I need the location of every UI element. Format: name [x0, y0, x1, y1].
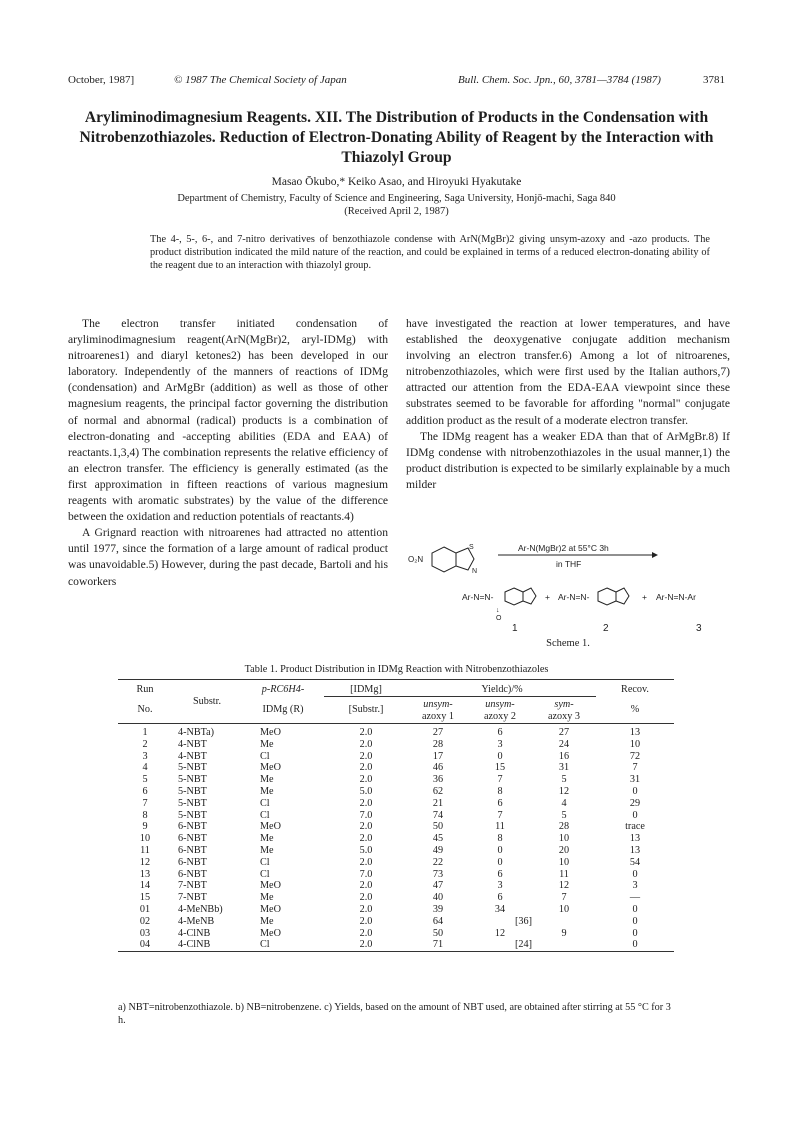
cell-yield-2: 3: [497, 738, 503, 750]
body-paragraph: The IDMg reagent has a weaker EDA than that of ArMgBr.8) If IDMg condense with nitrobenzothiazoles in the usual manner,1) the product distribution is expected to be similarly explainable by a much milder: [406, 429, 730, 491]
cell-ratio: 5.0: [359, 785, 373, 797]
product-2-structure: [598, 588, 629, 605]
cell-run-no: 7: [142, 797, 148, 809]
cell-yield-3: 10: [558, 833, 570, 845]
body-paragraph: have investigated the reaction at lower temperatures, and have established the deoxygenative conjugate addition mechanism involving an electron transfer.6) Among a lot of nitroarenes, nitrobenzothiazoles, which were first used by the Italian authors,7) attracted our attention from the EDA-EAA viewpoint since these substrates seemed to be favorable for affording "normal" conjugate addition product as the result of a moderate electron transfer.: [406, 317, 730, 427]
cell-yield-1: 21: [432, 797, 444, 809]
header-yield-3: [532, 697, 596, 724]
header-yield: Yieldc)/%: [408, 680, 596, 697]
header-yield-2-line2: azoxy 2: [484, 711, 516, 722]
header-recovery: Recov.: [621, 684, 649, 696]
svg-text:+: +: [545, 592, 550, 602]
cell-reagent-r: Cl: [260, 939, 270, 951]
cell-ratio: 5.0: [359, 844, 373, 856]
table-row: [118, 939, 674, 951]
cell-yield-2: 3: [497, 880, 503, 892]
cell-ratio: 7.0: [359, 868, 373, 880]
reaction-conditions: Ar-N(MgBr)2 at 55°C 3h: [518, 543, 609, 553]
header-ratio: [IDMg]: [350, 684, 382, 695]
received-date: (Received April 2, 1987): [344, 206, 449, 217]
table-row: [118, 762, 674, 774]
cell-yield-2: [24]: [515, 939, 532, 951]
table-row: [118, 727, 674, 739]
cell-yield-2: 12: [494, 927, 506, 939]
cell-ratio: 2.0: [359, 797, 373, 809]
header-yield-3-line2: azoxy 3: [548, 711, 580, 722]
reaction-solvent: in THF: [556, 559, 582, 569]
cell-recovery: trace: [625, 821, 645, 833]
cell-substrate: 6-NBT: [178, 821, 207, 833]
cell-ratio: 2.0: [359, 750, 373, 762]
scheme-drawing: [406, 537, 730, 637]
cell-reagent-r: Cl: [260, 750, 270, 762]
running-header-journal: Bull. Chem. Soc. Jpn., 60, 3781—3784 (1987): [458, 74, 661, 86]
cell-yield-3: 27: [558, 727, 570, 738]
table-row: [118, 774, 674, 786]
cell-substrate: 6-NBT: [178, 856, 207, 868]
table-row: [118, 904, 674, 916]
cell-substrate: 4-ClNB: [178, 939, 211, 951]
cell-substrate: 5-NBT: [178, 809, 207, 821]
cell-ratio: 2.0: [359, 762, 373, 774]
cell-ratio: 2.0: [359, 738, 373, 750]
cell-yield-1: 22: [432, 856, 444, 868]
header-reagent: p-RC6H4-: [261, 684, 305, 696]
cell-yield-1: 50: [432, 927, 444, 939]
body-paragraph: The electron transfer initiated condensation of aryliminodimagnesium reagent(ArN(MgBr)2, aryl-IDMg) with nitroarenes1) and diaryl ketones2) has been developed in our laboratory. Independently of the manners of reactions of IDMg (condensation) and ArMgBr (addition) as well as those of other magnesium reagents, the principal factor governing the distribution of normal and abnormal (radical) products is a combination of electron-donating and -accepting abilities (EDA and EAA) of reactants.1,3,4) The combination represents the relative efficiency of an electron transfer. The efficiency is generally estimated (as the first approximation in fifteen reactions of various magnesium reagents with aromatic substrates) by the value of the difference between the oxidation and reduction potentials of reactants.4): [68, 317, 388, 524]
svg-text:Ar-N=N-Ar: Ar-N=N-Ar: [656, 592, 696, 602]
table-footnote: a) NBT=nitrobenzothiazole. b) NB=nitrobenzene. c) Yields, based on the amount of NBT used, are obtained after stirring at 55 °C for 3 h.: [118, 1002, 671, 1026]
cell-run-no: 1: [142, 727, 148, 738]
affiliation: Department of Chemistry, Faculty of Science and Engineering, Saga University, Honjō-machi, Saga 840: [177, 193, 616, 204]
cell-ratio: 2.0: [359, 927, 373, 939]
header-yield-3-line1: sym-: [554, 699, 574, 710]
cell-substrate: 6-NBT: [178, 844, 207, 856]
cell-yield-2: 6: [497, 797, 503, 809]
affiliation-block: [70, 192, 723, 218]
cell-yield-1: 64: [432, 915, 444, 927]
cell-yield-3: 16: [558, 750, 570, 762]
compound-number: 3: [696, 623, 702, 634]
product-distribution-table: [118, 679, 674, 952]
cell-substrate: 4-NBTa): [178, 727, 215, 738]
cell-reagent-r: MeO: [260, 880, 281, 892]
table-body: [118, 727, 674, 952]
cell-run-no: 3: [142, 750, 148, 762]
cell-yield-1: 74: [432, 809, 444, 821]
abstract: The 4-, 5-, 6-, and 7-nitro derivatives of benzothiazole condense with ArN(MgBr)2 giving unsym-azoxy and -azo products. The product distribution indicated the mild nature of the reaction, and could be explained in terms of a reduced electron-donating ability of the reagent due to an interaction with thiazolyl group.: [150, 234, 710, 271]
cell-yield-1: 46: [432, 762, 444, 774]
page-number: 3781: [703, 74, 725, 86]
cell-yield-3: 20: [558, 844, 570, 856]
cell-substrate: 7-NBT: [178, 880, 207, 892]
table-row: [118, 739, 674, 751]
cell-recovery: 7: [632, 762, 638, 774]
cell-run-no: 01: [139, 903, 151, 915]
svg-text:S: S: [469, 544, 474, 551]
cell-yield-2: 0: [497, 750, 503, 762]
author-list: Masao Ōkubo,* Keiko Asao, and Hiroyuki Hyakutake: [271, 176, 522, 188]
cell-recovery: 31: [629, 774, 641, 786]
table-row: [118, 810, 674, 822]
cell-ratio: 2.0: [359, 892, 373, 904]
cell-yield-2: 15: [494, 762, 506, 774]
cell-reagent-r: MeO: [260, 821, 281, 833]
cell-ratio: 2.0: [359, 774, 373, 786]
cell-run-no: 4: [142, 762, 148, 774]
cell-substrate: 5-NBT: [178, 797, 207, 809]
cell-run-no: 15: [139, 892, 151, 904]
cell-recovery: 0: [632, 809, 638, 821]
nitrobenzothiazole-structure: [432, 547, 474, 572]
table-row: [118, 869, 674, 881]
cell-recovery: 29: [629, 797, 641, 809]
cell-recovery: 0: [632, 927, 638, 939]
cell-reagent-r: Me: [260, 738, 274, 750]
table-row: [118, 880, 674, 892]
header-no: No.: [137, 703, 153, 715]
cell-recovery: 54: [629, 856, 641, 868]
cell-ratio: 2.0: [359, 915, 373, 927]
cell-recovery: —: [629, 892, 641, 904]
header-yield-1-line2: azoxy 1: [422, 711, 454, 722]
cell-recovery: 0: [632, 939, 638, 951]
cell-yield-3: 24: [558, 738, 570, 750]
compound-number: 2: [603, 623, 609, 634]
cell-reagent-r: Me: [260, 833, 274, 845]
cell-recovery: 0: [632, 785, 638, 797]
cell-reagent-r: Me: [260, 785, 274, 797]
table-row: [118, 786, 674, 798]
cell-run-no: 12: [139, 856, 151, 868]
cell-yield-3: 12: [558, 785, 570, 797]
cell-recovery: 13: [629, 844, 641, 856]
cell-recovery: 3: [632, 880, 638, 892]
table-row: [118, 751, 674, 763]
cell-ratio: 2.0: [359, 833, 373, 845]
running-header-copyright: © 1987 The Chemical Society of Japan: [174, 74, 347, 86]
cell-yield-1: 36: [432, 774, 444, 786]
cell-run-no: 14: [139, 880, 151, 892]
table-title: Table 1. Product Distribution in IDMg Reaction with Nitrobenzothiazoles: [244, 664, 549, 675]
cell-run-no: 13: [139, 868, 151, 880]
cell-run-no: 03: [139, 927, 151, 939]
svg-text:+: +: [642, 592, 647, 602]
cell-yield-3: [532, 939, 596, 951]
cell-reagent-r: Me: [260, 844, 274, 856]
cell-yield-2: 8: [497, 833, 503, 845]
header-run: Run: [136, 684, 154, 696]
cell-run-no: 02: [139, 915, 151, 927]
cell-yield-1: 39: [432, 903, 444, 915]
header-yield-1: [408, 697, 468, 724]
cell-yield-3: 10: [558, 903, 570, 915]
cell-yield-3: 28: [558, 821, 570, 833]
cell-yield-1: 73: [432, 868, 444, 880]
cell-yield-2: 6: [497, 868, 503, 880]
cell-yield-1: 47: [432, 880, 444, 892]
cell-yield-2: 7: [497, 774, 503, 786]
cell-yield-1: 28: [432, 738, 444, 750]
cell-ratio: 2.0: [359, 880, 373, 892]
body-paragraph: A Grignard reaction with nitroarenes had attracted no attention until 1977, since the formation of a large amount of radical product was unavoidable.5) However, during the past decade, Bartoli and his coworkers: [68, 526, 388, 588]
cell-run-no: 9: [142, 821, 148, 833]
cell-substrate: 5-NBT: [178, 762, 207, 774]
product-1-structure: [505, 588, 536, 605]
cell-yield-1: 71: [432, 939, 444, 951]
cell-yield-1: 17: [432, 750, 444, 762]
cell-recovery: 72: [629, 750, 641, 762]
cell-substrate: 4-NBT: [178, 750, 207, 762]
cell-run-no: 11: [140, 844, 150, 856]
cell-reagent-r: Me: [260, 774, 274, 786]
cell-run-no: 5: [142, 774, 148, 786]
header-yield-2: [468, 697, 532, 724]
cell-reagent-r: MeO: [260, 927, 281, 939]
cell-yield-3: 7: [561, 892, 567, 904]
cell-run-no: 8: [142, 809, 148, 821]
cell-recovery: 13: [629, 727, 641, 738]
cell-substrate: 6-NBT: [178, 868, 207, 880]
cell-ratio: 2.0: [359, 727, 373, 738]
article-title: Aryliminodimagnesium Reagents. XII. The Distribution of Products in the Condensation with Nitrobenzothiazoles. Reduction of Electron-Donating Ability of Reagent by the Interaction with Thiazolyl Group: [79, 109, 714, 166]
cell-yield-1: 50: [432, 821, 444, 833]
cell-reagent-r: Cl: [260, 809, 270, 821]
cell-yield-2: 8: [497, 785, 503, 797]
cell-substrate: 4-MeNB: [178, 915, 215, 927]
cell-ratio: 2.0: [359, 856, 373, 868]
svg-text:N: N: [472, 568, 478, 575]
cell-yield-1: 49: [432, 844, 444, 856]
scheme-caption: Scheme 1.: [546, 638, 590, 649]
body-column-left: [68, 316, 388, 590]
cell-reagent-r: Cl: [260, 856, 270, 868]
svg-text:Ar-N=N-: Ar-N=N-: [462, 592, 494, 602]
running-header-date: October, 1987]: [68, 74, 135, 86]
svg-text:↓: ↓: [496, 607, 500, 614]
cell-yield-3: 9: [561, 927, 567, 939]
cell-yield-2: 0: [497, 844, 503, 856]
cell-substrate: 4-NBT: [178, 738, 207, 750]
cell-yield-1: 27: [432, 727, 444, 738]
cell-yield-1: 40: [432, 892, 444, 904]
cell-substrate: 5-NBT: [178, 785, 207, 797]
table-row: [118, 833, 674, 845]
cell-reagent-r: Me: [260, 892, 274, 904]
cell-recovery: 0: [632, 868, 638, 880]
cell-recovery: 0: [632, 915, 638, 927]
cell-yield-3: 4: [561, 797, 567, 809]
cell-ratio: 7.0: [359, 809, 373, 821]
cell-yield-1: 62: [432, 785, 444, 797]
cell-recovery: 13: [629, 833, 641, 845]
cell-substrate: 4-ClNB: [178, 927, 211, 939]
cell-yield-3: 31: [558, 762, 570, 774]
header-substrate: Substr.: [192, 695, 222, 707]
table-row: [118, 892, 674, 904]
header-recovery-unit: %: [630, 703, 640, 715]
cell-substrate: 7-NBT: [178, 892, 207, 904]
cell-yield-3: 12: [558, 880, 570, 892]
table-row: [118, 845, 674, 857]
cell-reagent-r: Cl: [260, 868, 270, 880]
cell-yield-2: 11: [495, 821, 505, 833]
cell-ratio: 2.0: [359, 903, 373, 915]
svg-text:O₂N: O₂N: [408, 555, 424, 564]
body-column-right: [406, 316, 730, 493]
cell-yield-2: 7: [497, 809, 503, 821]
table-row: [118, 857, 674, 869]
compound-number: 1: [512, 623, 518, 634]
cell-run-no: 2: [142, 738, 148, 750]
header-ratio-denominator: [Substr.]: [324, 697, 408, 724]
cell-reagent-r: Me: [260, 915, 274, 927]
cell-run-no: 6: [142, 785, 148, 797]
cell-reagent-r: MeO: [260, 762, 281, 774]
header-yield-2-line1: unsym-: [485, 699, 515, 710]
cell-reagent-r: MeO: [260, 727, 281, 738]
cell-recovery: 0: [632, 903, 638, 915]
table-row: [118, 928, 674, 940]
table-row: [118, 916, 674, 928]
cell-reagent-r: MeO: [260, 903, 281, 915]
table-row: [118, 821, 674, 833]
cell-recovery: 10: [629, 738, 641, 750]
header-reagent-r: IDMg (R): [262, 703, 304, 715]
cell-reagent-r: Cl: [260, 797, 270, 809]
cell-ratio: 2.0: [359, 821, 373, 833]
cell-yield-2: 0: [497, 856, 503, 868]
cell-run-no: 10: [139, 833, 151, 845]
cell-yield-3: 11: [559, 868, 569, 880]
cell-yield-3: 10: [558, 856, 570, 868]
cell-yield-2: [36]: [515, 915, 532, 927]
table-row: [118, 798, 674, 810]
svg-text:O: O: [496, 615, 502, 622]
header-yield-1-line1: unsym-: [423, 699, 453, 710]
svg-text:Ar-N=N-: Ar-N=N-: [558, 592, 590, 602]
cell-yield-3: 5: [561, 809, 567, 821]
cell-yield-2: 6: [497, 727, 503, 738]
cell-substrate: 4-MeNBb): [178, 903, 223, 915]
cell-yield-3: [532, 916, 596, 928]
cell-substrate: 6-NBT: [178, 833, 207, 845]
cell-yield-2: 6: [497, 892, 503, 904]
cell-run-no: 04: [139, 939, 151, 951]
cell-yield-2: 34: [494, 903, 506, 915]
cell-substrate: 5-NBT: [178, 774, 207, 786]
cell-ratio: 2.0: [359, 939, 373, 951]
cell-yield-3: 5: [561, 774, 567, 786]
cell-yield-1: 45: [432, 833, 444, 845]
